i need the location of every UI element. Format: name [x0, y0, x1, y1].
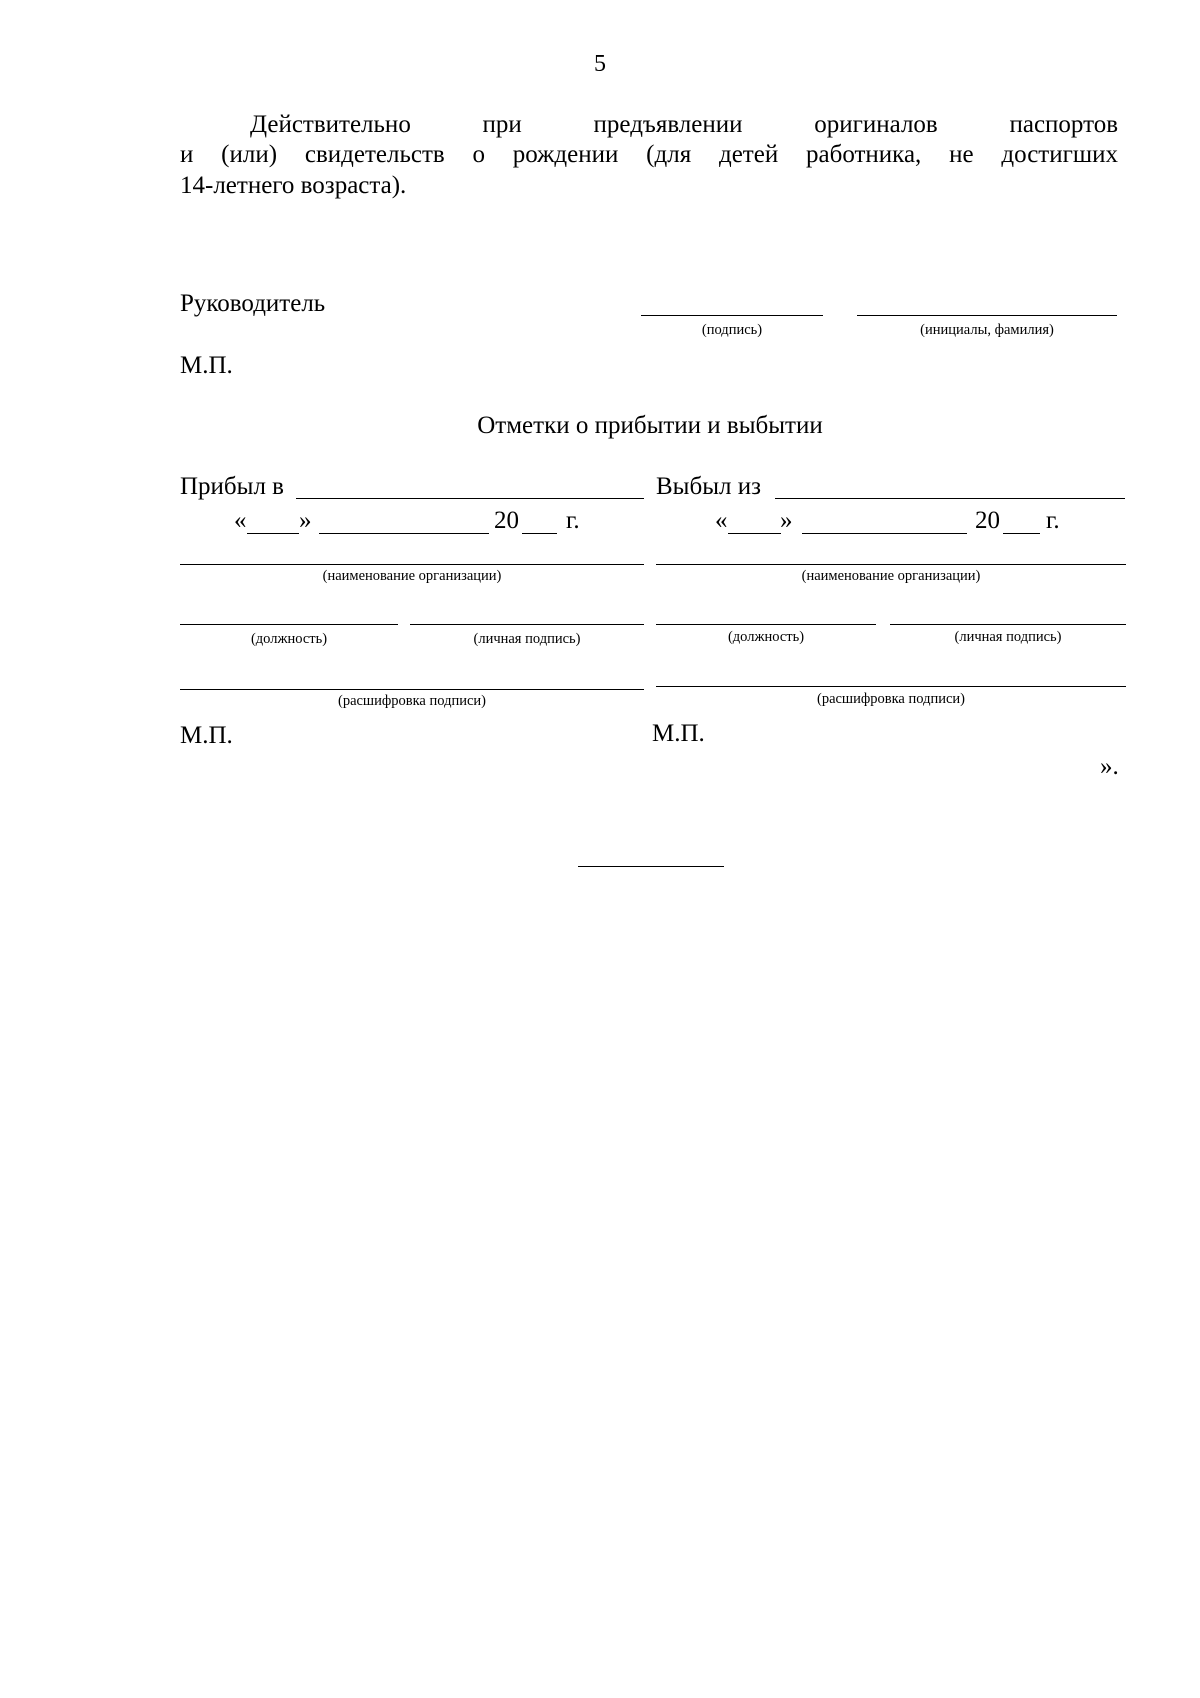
arrived-org-line [180, 564, 644, 565]
arrived-signature-caption: (личная подпись) [473, 631, 581, 647]
departed-position-caption: (должность) [727, 629, 805, 645]
arrived-year-line [522, 533, 557, 534]
departed-year-line [1003, 533, 1040, 534]
end-rule [578, 866, 724, 867]
head-signature-caption: (подпись) [701, 322, 763, 338]
departed-signature-line [890, 624, 1126, 625]
arrived-decode-caption: (расшифровка подписи) [337, 693, 487, 709]
head-initials-line [857, 315, 1117, 316]
arrived-decode-line [180, 689, 644, 690]
intro-line-1: Действительно при предъявлении оригиналов паспортов [250, 111, 1118, 138]
arrived-year-suffix: г. [566, 507, 580, 534]
departed-month-line [802, 533, 967, 534]
arrived-position-caption: (должность) [250, 631, 328, 647]
departed-org-line [656, 564, 1126, 565]
marks-heading: Отметки о прибытии и выбытии [477, 412, 823, 439]
head-stamp: М.П. [180, 352, 233, 379]
arrived-quote-open: « [234, 507, 247, 534]
head-signature-line [641, 315, 823, 316]
arrived-quote-close: » [299, 507, 312, 534]
arrived-signature-line [410, 624, 644, 625]
intro-line-2: и (или) свидетельств о рождении (для детей работника, не достигших [180, 141, 1118, 168]
intro-line-3: 14-летнего возраста). [180, 172, 407, 199]
departed-year-prefix: 20 [975, 507, 1000, 534]
departed-org-input-line [775, 498, 1125, 499]
arrived-year-prefix: 20 [494, 507, 519, 534]
departed-day-line [728, 533, 781, 534]
departed-year-suffix: г. [1046, 507, 1060, 534]
departed-org-caption: (наименование организации) [801, 568, 981, 584]
arrived-org-input-line [296, 498, 644, 499]
head-title: Руководитель [180, 290, 326, 317]
departed-position-line [656, 624, 876, 625]
head-initials-caption: (инициалы, фамилия) [920, 322, 1054, 338]
closing-quote: ». [1100, 753, 1119, 780]
page-number: 5 [594, 51, 606, 77]
arrived-label: Прибыл в [180, 473, 284, 500]
arrived-stamp: М.П. [180, 722, 233, 749]
departed-decode-line [656, 686, 1126, 687]
arrived-month-line [319, 533, 489, 534]
departed-decode-caption: (расшифровка подписи) [816, 691, 966, 707]
arrived-position-line [180, 624, 398, 625]
departed-label: Выбыл из [656, 473, 761, 500]
departed-quote-open: « [715, 507, 728, 534]
departed-quote-close: » [780, 507, 793, 534]
departed-signature-caption: (личная подпись) [954, 629, 1062, 645]
arrived-day-line [247, 533, 299, 534]
arrived-org-caption: (наименование организации) [322, 568, 502, 584]
departed-stamp: М.П. [652, 720, 705, 747]
